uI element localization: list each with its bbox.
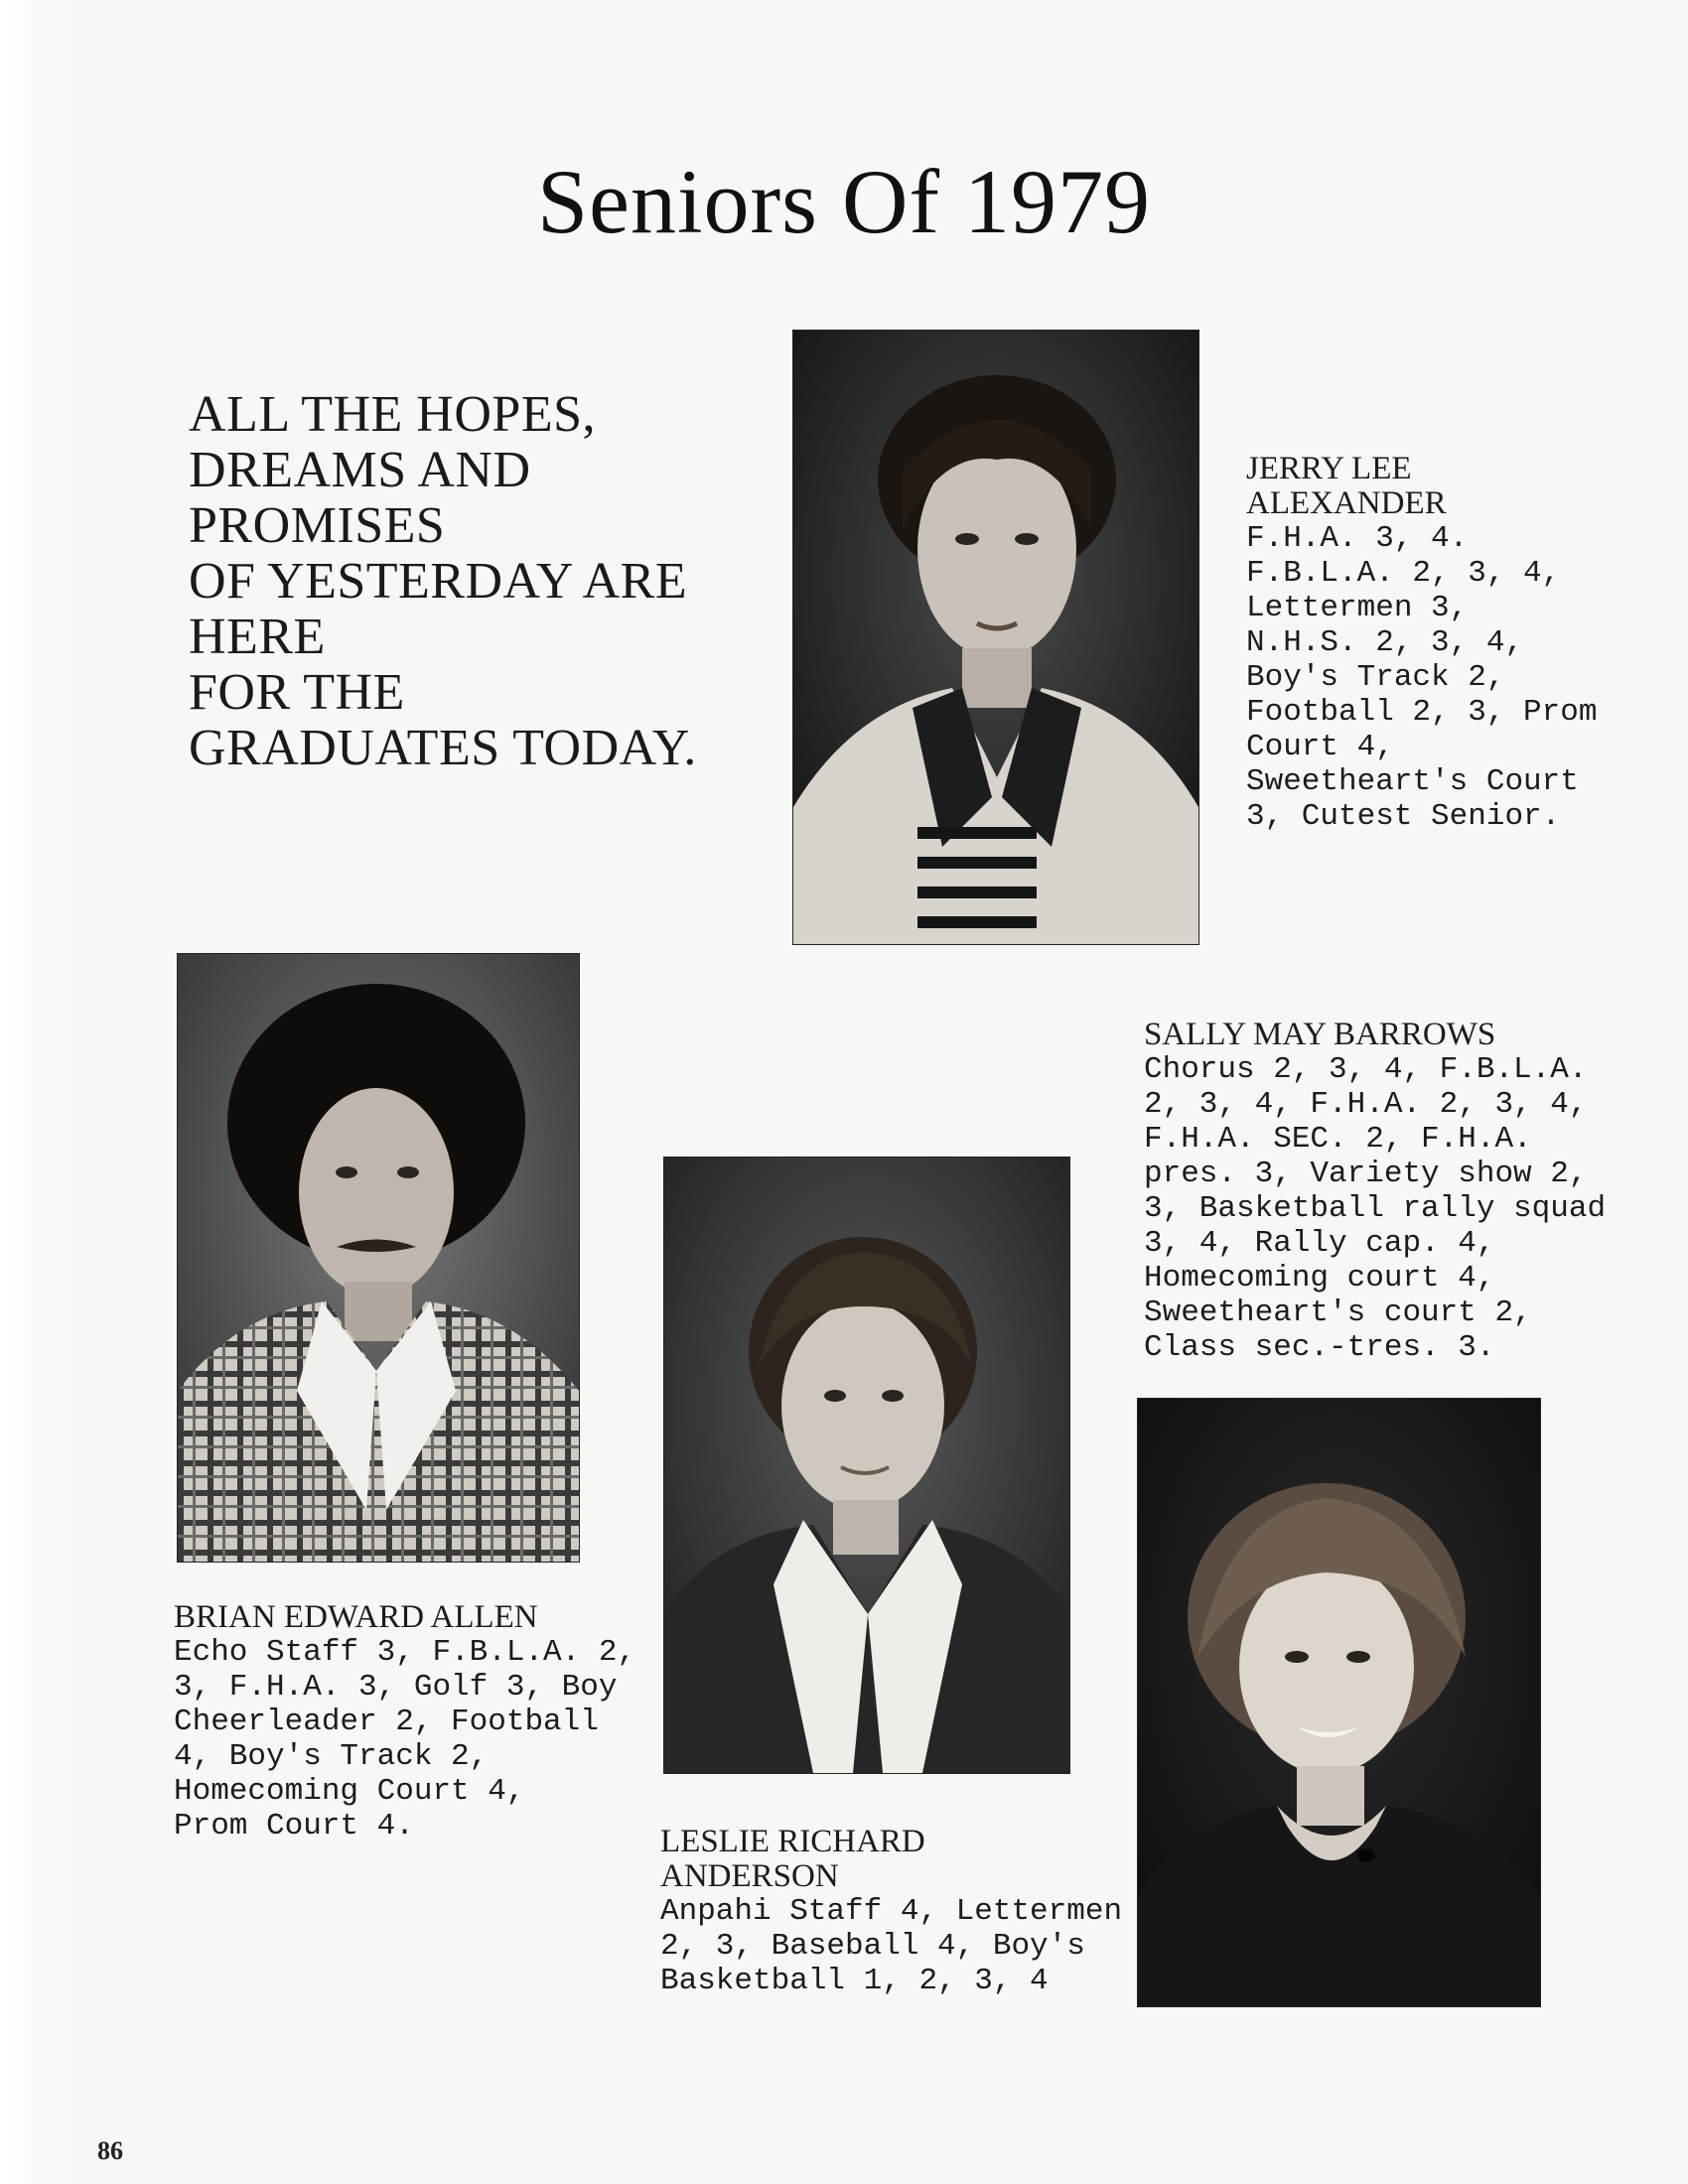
- senior-activity: N.H.S. 2, 3, 4,: [1246, 625, 1524, 660]
- senior-activity: Sweetheart's Court: [1246, 764, 1579, 799]
- senior-activity: Prom Court 4.: [174, 1809, 414, 1843]
- senior-activity: 3, 4, Rally cap. 4,: [1144, 1226, 1495, 1261]
- portrait-barrows: [1137, 1398, 1541, 2007]
- senior-activity: Basketball 1, 2, 3, 4: [660, 1964, 1049, 1998]
- senior-activity: Anpahi Staff 4, Lettermen: [660, 1894, 1123, 1929]
- senior-name: BRIAN EDWARD ALLEN: [174, 1599, 538, 1635]
- senior-name: LESLIE RICHARD: [660, 1824, 925, 1859]
- senior-activity: pres. 3, Variety show 2,: [1144, 1157, 1588, 1191]
- senior-activity: Football 2, 3, Prom: [1246, 695, 1598, 730]
- page-number: 86: [97, 2136, 123, 2165]
- caption-barrows: [1144, 1018, 1606, 1365]
- senior-activity: Chorus 2, 3, 4, F.B.L.A.: [1144, 1052, 1588, 1087]
- intro-line: OF YESTERDAY ARE: [189, 553, 688, 610]
- intro-line: ALL THE HOPES,: [189, 386, 596, 443]
- senior-activity: Class sec.-tres. 3.: [1144, 1330, 1495, 1365]
- caption-alexander: [1246, 452, 1597, 834]
- portrait-allen: [177, 953, 580, 1563]
- senior-name: JERRY LEE: [1246, 451, 1412, 486]
- page-edge: [0, 0, 70, 2184]
- senior-activity: F.H.A. 3, 4.: [1246, 521, 1469, 556]
- intro-line: GRADUATES TODAY.: [189, 720, 697, 776]
- senior-activity: 4, Boy's Track 2,: [174, 1739, 489, 1774]
- senior-activity: Lettermen 3,: [1246, 591, 1469, 625]
- senior-activity: Echo Staff 3, F.B.L.A. 2,: [174, 1635, 636, 1670]
- senior-activity: Sweetheart's court 2,: [1144, 1296, 1532, 1330]
- senior-activity: F.B.L.A. 2, 3, 4,: [1246, 556, 1561, 591]
- senior-activity: Boy's Track 2,: [1246, 660, 1505, 695]
- intro-text: [189, 387, 804, 776]
- senior-activity: Homecoming Court 4,: [174, 1774, 525, 1809]
- portrait-anderson: [663, 1157, 1070, 1774]
- senior-activity: 2, 3, 4, F.H.A. 2, 3, 4,: [1144, 1087, 1588, 1122]
- caption-anderson: [660, 1825, 1122, 1998]
- caption-allen: [174, 1600, 635, 1843]
- senior-name: SALLY MAY BARROWS: [1144, 1017, 1496, 1052]
- senior-activity: F.H.A. SEC. 2, F.H.A.: [1144, 1122, 1532, 1157]
- senior-activity: 2, 3, Baseball 4, Boy's: [660, 1929, 1085, 1964]
- senior-name: ALEXANDER: [1246, 485, 1447, 521]
- senior-activity: 3, Basketball rally squad: [1144, 1191, 1607, 1226]
- intro-line: FOR THE: [189, 664, 405, 721]
- senior-activity: 3, Cutest Senior.: [1246, 799, 1561, 834]
- portrait-alexander: [792, 330, 1199, 945]
- intro-line: DREAMS AND: [189, 442, 531, 498]
- senior-name: ANDERSON: [660, 1858, 839, 1894]
- senior-activity: Court 4,: [1246, 730, 1394, 764]
- intro-line: PROMISES: [189, 497, 446, 554]
- intro-line: HERE: [189, 609, 326, 665]
- senior-activity: Cheerleader 2, Football: [174, 1705, 599, 1739]
- senior-activity: 3, F.H.A. 3, Golf 3, Boy: [174, 1670, 618, 1705]
- senior-activity: Homecoming court 4,: [1144, 1261, 1495, 1296]
- page-title: Seniors Of 1979: [536, 151, 1152, 252]
